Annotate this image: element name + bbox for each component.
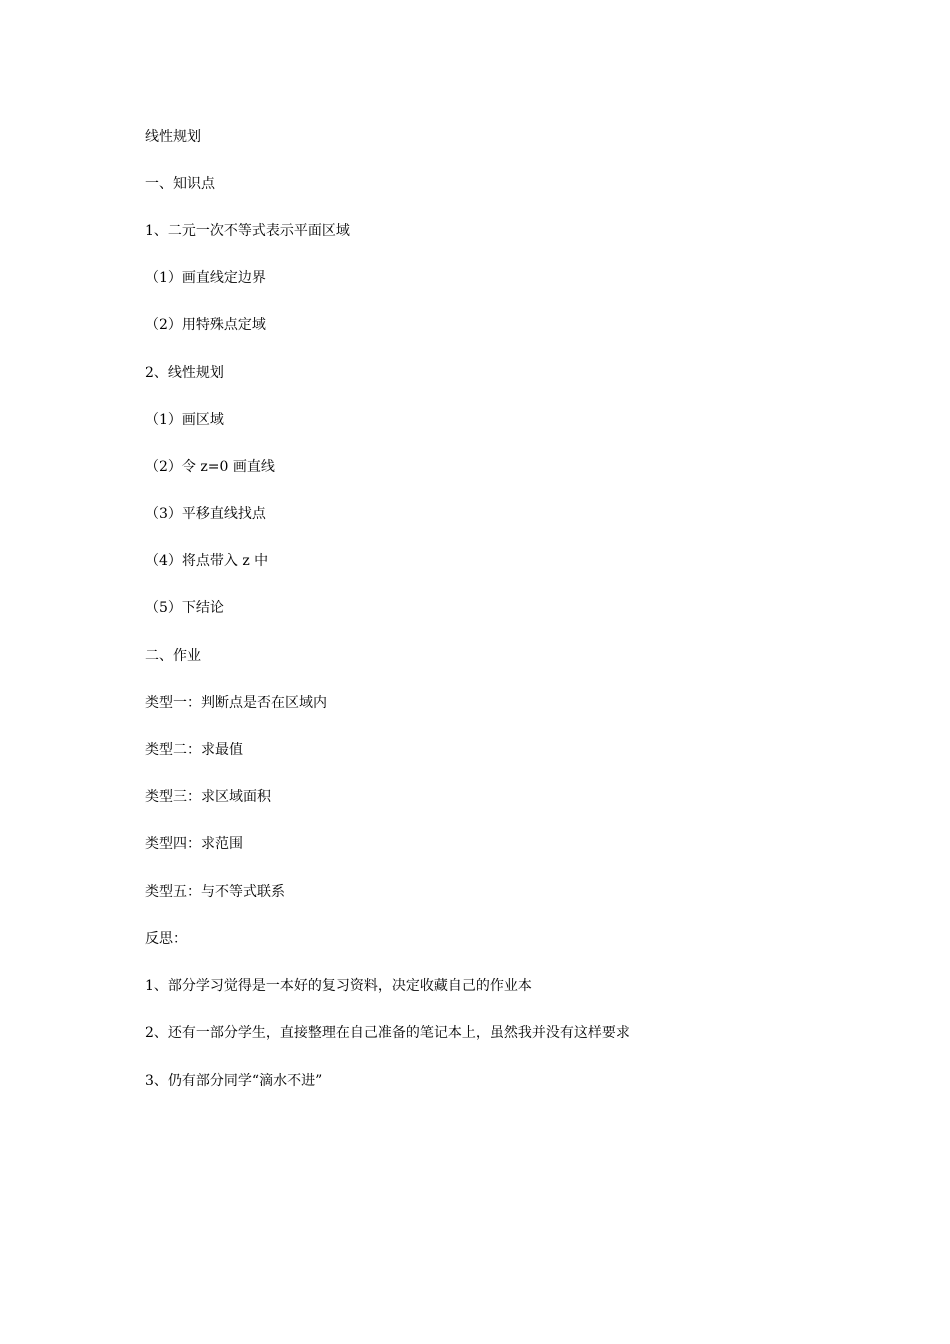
list-item: 2、还有一部分学生，直接整理在自己准备的笔记本上，虽然我并没有这样要求	[145, 1025, 630, 1041]
list-item: （5）下结论	[145, 600, 224, 616]
list-item: 类型三：求区域面积	[145, 789, 271, 805]
list-item: （4）将点带入 z 中	[145, 553, 269, 569]
list-item: 类型二：求最值	[145, 742, 243, 758]
section-heading-knowledge: 一、知识点	[145, 176, 215, 192]
section-heading-homework: 二、作业	[145, 648, 201, 664]
list-item: （1）画区域	[145, 412, 224, 428]
list-item: （2）用特殊点定域	[145, 317, 266, 333]
list-item: （1）画直线定边界	[145, 270, 266, 286]
section-heading-reflection: 反思：	[145, 931, 187, 947]
list-item: 1、部分学习觉得是一本好的复习资料，决定收藏自己的作业本	[145, 978, 532, 994]
list-item: （3）平移直线找点	[145, 506, 266, 522]
list-item: 类型一：判断点是否在区域内	[145, 695, 327, 711]
subheading-inequality-region: 1、二元一次不等式表示平面区域	[145, 223, 350, 239]
list-item: 类型四：求范围	[145, 836, 243, 852]
list-item: （2）令 z=0 画直线	[145, 459, 275, 475]
subheading-linear-programming: 2、线性规划	[145, 365, 224, 381]
list-item: 类型五：与不等式联系	[145, 884, 285, 900]
document-title: 线性规划	[145, 129, 201, 145]
list-item: 3、仍有部分同学“滴水不进”	[145, 1073, 323, 1089]
